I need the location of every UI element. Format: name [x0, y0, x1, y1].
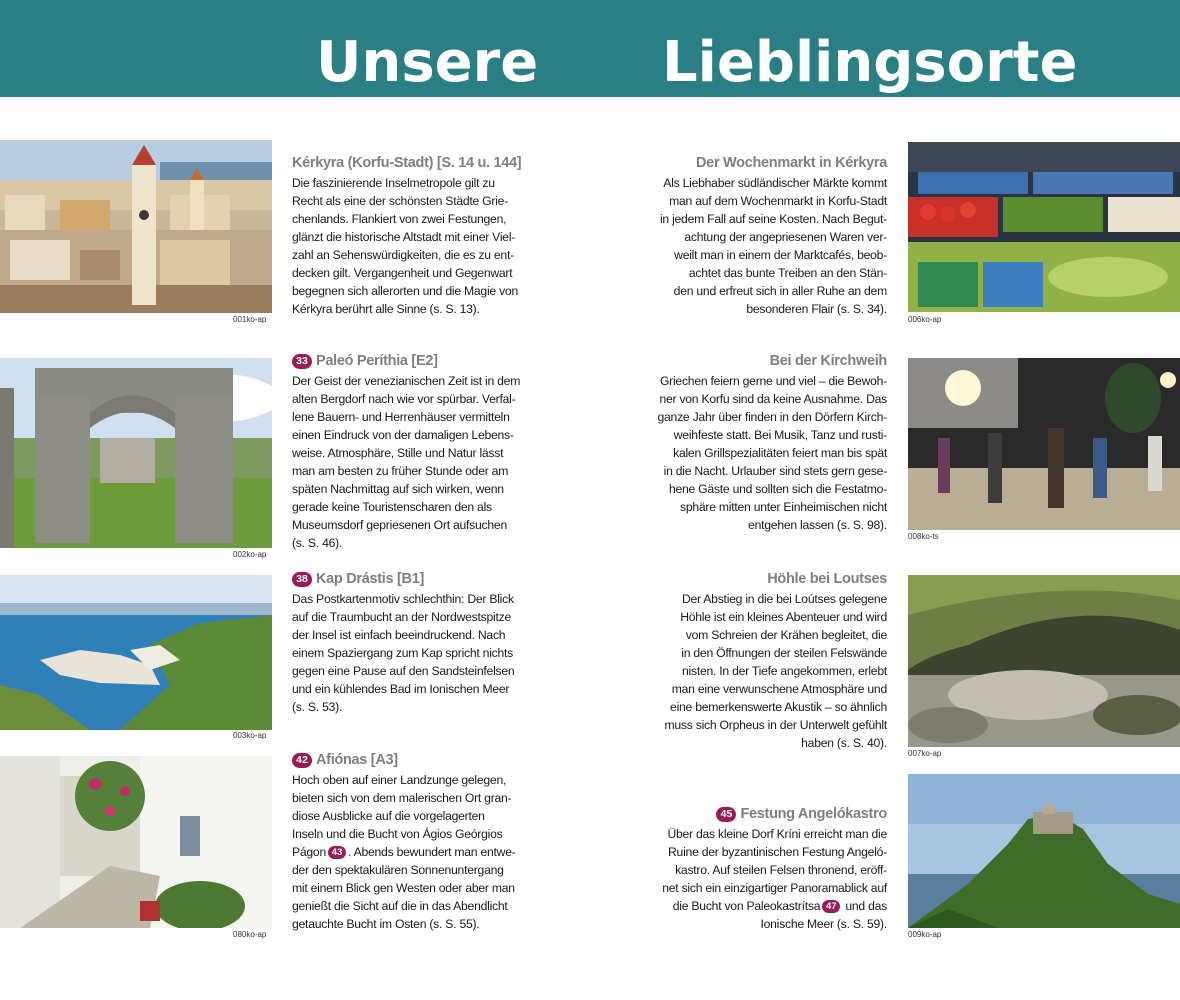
entry-body: Über das kleine Dorf Kríni erreicht man die Ruine der byzantinischen Festung Angeló- kastro. Auf steilen Felsen thronend, eröff- net sich ein einzigartiger Panoramablick auf die Bucht von Paleokastrítsa 47 und das Ionische Meer (s. S. 59).	[662, 827, 887, 931]
photo-credit: 080ko-ap	[233, 930, 267, 939]
header-title-word-1: Unsere	[316, 30, 539, 95]
entry-body: Hoch oben auf einer Landzunge gelegen, bieten sich von dem malerischen Ort gran- diose Ausblicke auf die vorgelagerten Inseln und die Bucht von Ágios Geórgios Págon 43 . Abends bewundert man entwe- der den spektakulären Sonnenuntergang mit einem Blick gen Westen oder aber man genießt die Sicht auf die in das Abendlicht getauchte Bucht im Osten (s. S. 55).	[292, 773, 516, 931]
photo-paleo-perithia	[0, 358, 272, 548]
location-badge: 47	[822, 900, 840, 913]
photo-afionas	[0, 756, 272, 928]
entry-body: Als Liebhaber südländischer Märkte kommt man auf dem Wochenmarkt in Korfu-Stadt in jedem Fall auf seine Kosten. Nach Begut- achtung der angepriesenen Waren ver- weilt man in einem der Marktcafés, beob- achtet das bunte Treiben an den Stän- den und erfreut sich in aller Ruhe an dem besonderen Flair (s. S. 34).	[659, 176, 887, 316]
header-banner	[0, 0, 1180, 97]
entry-title: 38 Kap Drástis [B1]	[292, 569, 524, 589]
photo-kap-drastis	[0, 575, 272, 730]
entry-body: Das Postkartenmotiv schlechthin: Der Blick auf die Traumbucht an der Nordwestspitze der Insel ist einfach beeindruckend. Nach einem Spaziergang zum Kap spricht nichts gegen eine Pause auf den Sandsteinfelsen und ein kühlendes Bad im Ionischen Meer (s. S. 53).	[292, 592, 515, 714]
photo-market	[908, 142, 1180, 312]
location-badge: 42	[292, 753, 312, 768]
entry-kirchweih	[655, 351, 887, 534]
entry-body: Griechen feiern gerne und viel – die Bewoh- ner von Korfu sind da keine Ausnahme. Das ganze Jahr über finden in den Dörfern Kirch- weihfeste statt. Bei Musik, Tanz und rusti- kalen Grillspezialitäten feiert man bis spät in die Nacht. Urlauber sind stets gern gese- hene Gäste und sollten sich die Festatmo- sphäre mitten unter Einheimischen nicht entgehen lassen (s. S. 98).	[657, 374, 887, 532]
entry-body: Die faszinierende Inselmetropole gilt zu Recht als eine der schönsten Städte Grie- chenlands. Flankiert von zwei Festungen, glänzt die historische Altstadt mit einer Viel- zahl an Sehenswürdigkeiten, die es zu ent- decken gilt. Vergangenheit und Gegenwart begegnen sich allerorten und die Magie von Kérkyra berührt alle Sinne (s. S. 13).	[292, 176, 518, 316]
entry-title: 45 Festung Angelókastro	[655, 804, 887, 824]
photo-credit: 001ko-ap	[233, 315, 267, 324]
entry-hoehle	[655, 569, 887, 752]
photo-credit: 009ko-ap	[908, 930, 942, 939]
entry-title: Der Wochenmarkt in Kérkyra	[696, 155, 887, 171]
photo-credit: 008ko-ts	[908, 532, 939, 541]
entry-wochenmarkt	[655, 153, 887, 318]
entry-paleo-perithia	[292, 351, 524, 552]
header-title-word-2: Lieblingsorte	[662, 30, 1078, 95]
entry-title: Bei der Kirchweih	[769, 353, 887, 369]
entry-kerkyra	[292, 153, 524, 318]
photo-credit: 003ko-ap	[233, 731, 267, 740]
photo-angelokastro	[908, 774, 1180, 928]
entry-title: Höhle bei Loutses	[767, 571, 887, 587]
entry-kap-drastis	[292, 569, 524, 716]
entry-afionas	[292, 750, 524, 933]
photo-kerkyra-town	[0, 140, 272, 313]
photo-credit: 006ko-ap	[908, 315, 942, 324]
entry-title: 33 Paleó Períthia [E2]	[292, 351, 524, 371]
photo-credit: 002ko-ap	[233, 550, 267, 559]
entry-angelokastro	[655, 804, 887, 933]
entry-body: Der Geist der venezianischen Zeit ist in dem alten Bergdorf nach wie vor spürbar. Verfal- lene Bauern- und Herrenhäuser vermitteln einen Eindruck von der damaligen Lebens- weise. Atmosphäre, Stille und Natur lässt man am besten zu früher Stunde oder am späten Nachmittag auf sich wirken, wenn gerade keine Touristenscharen den als Museumsdorf gepriesenen Ort aufsuchen (s. S. 46).	[292, 374, 521, 550]
photo-hoehle	[908, 575, 1180, 747]
entry-title: Kérkyra (Korfu-Stadt) [S. 14 u. 144]	[292, 155, 522, 171]
location-badge: 43	[328, 846, 346, 859]
location-badge: 33	[292, 354, 312, 369]
location-badge: 45	[716, 807, 736, 822]
entry-title: 42 Afiónas [A3]	[292, 750, 524, 770]
photo-credit: 007ko-ap	[908, 749, 942, 758]
photo-kirchweih	[908, 358, 1180, 530]
entry-body: Der Abstieg in die bei Loútses gelegene Höhle ist ein kleines Abenteuer und wird vom Schreien der Krähen begleitet, die in den Öffnungen der steilen Felswände nisten. In der Tiefe angekommen, erlebt man eine verwunschene Atmosphäre und eine bemerkenswerte Akustik – so ähnlich muss sich Orpheus in der Unterwelt gefühlt haben (s. S. 40).	[664, 592, 887, 750]
location-badge: 38	[292, 572, 312, 587]
